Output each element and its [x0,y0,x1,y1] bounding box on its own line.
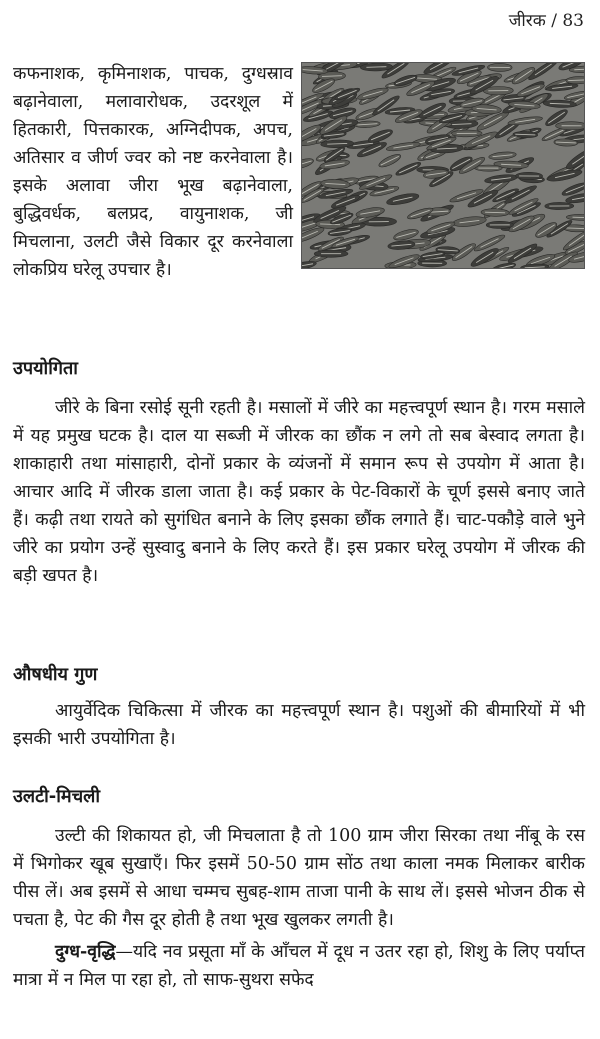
seed-shape [488,151,516,161]
ulti-paragraph: उल्टी की शिकायत हो, जी मिचलाता है तो 100 ग्राम जीरा सिरका तथा नींबू के रस में भिगोकर खूब सुखाएँ। फिर इसमें 50-50 ग्राम सोंठ तथा काला नमक मिलाकर बारीक पीस लें। अब इसमें से आधा चम्मच सुबह-शाम ताजा पानी के साथ लें। इससे भोजन ठीक से पचता है, पेट की गैस दूर होती है तथा भूख खुलकर लगती है। [13,826,585,930]
seed-shape [377,152,402,169]
aushadhiya-paragraph: आयुर्वेदिक चिकित्सा में जीरक का महत्त्वपूर्ण स्थान है। पशुओं की बीमारियों में भी इसकी भारी उपयोगिता है। [13,701,585,749]
dugdh-vriddhi-paragraph [13,938,585,994]
header-page-number: 83 [562,11,584,31]
header-title: जीरक [508,11,546,31]
dugdh-vriddhi-text: —यदि नव प्रसूता माँ के आँचल में दूध न उतर रहा हो, शिशु के लिए पर्याप्त मात्रा में न मिल पा रहा हो, तो साफ-सुथरा सफेद [13,942,585,990]
seed-shape [491,261,516,269]
heading-ulti-michli: उलटी-मिचली [13,786,100,807]
seed-shape [386,191,420,206]
seed-shape [475,165,503,171]
seed-shape [566,76,585,84]
section-upayogita [13,394,585,590]
header-separator: / [551,11,557,31]
seed-shape [556,122,585,130]
seed-shape [451,130,482,137]
seed-shape [507,115,543,126]
seed-shape [545,202,574,209]
intro-block [13,60,585,284]
seed-shape [367,127,394,145]
heading-aushadhiya-gun: औषधीय गुण [13,664,98,685]
section-ulti-michli [13,822,585,994]
cumin-seeds-photo [301,62,585,269]
intro-paragraph: कफनाशक, कृमिनाशक, पाचक, दुग्धस्राव बढ़ानेवाला, मलावारोधक, उदरशूल में हितकारी, पित्तकारक, अग्निदीपक, अपच, अतिसार व जीर्ण ज्वर को नष्ट करनेवाला है। इसके अलावा जीरा भूख बढ़ानेवाला, बुद्धिवर्धक, बलप्रद, वायुनाशक, जी मिचलाना, उलटी जैसे विकार दूर करनेवाला लोकप्रिय घरेलू उपचार है। [13,64,293,280]
heading-upayogita: उपयोगिता [13,358,78,379]
seed-shape [484,173,518,184]
seed-shape [354,120,380,128]
cumin-seeds-illustration [302,63,585,269]
dugdh-vriddhi-lead: दुग्ध-वृद्धि [55,942,116,962]
seed-shape [314,250,348,257]
seed-shape [302,157,315,171]
seed-shape [486,221,513,228]
upayogita-paragraph: जीरे के बिना रसोई सूनी रहती है। मसालों में जीरे का महत्त्वपूर्ण स्थान है। गरम मसाले में यह प्रमुख घटक है। दाल या सब्जी में जीरक का छौंक न लगे तो सब बेस्वाद लगता है। शाकाहारी तथा मांसाहारी, दोनों प्रकार के व्यंजनों में समान रूप से उपयोग में आता है। आचार आदि में जीरक डाला जाता है। कई प्रकार के पेट-विकारों के चूर्ण इससे बनाए जाते हैं। कढ़ी तथा रायते को सुगंधित बनाने के लिए इसका छौंक लगाते हैं। चाट-पकौड़े वाले भुने जीरे का प्रयोग उन्हें सुस्वादु बनाने के लिए करते हैं। इस प्रकार घरेलू उपयोग में जीरक की बड़ी खपत है। [13,398,585,586]
seed-shape [386,141,421,153]
seed-shape [487,63,512,71]
seed-shape [566,214,585,221]
running-header [509,8,584,31]
section-aushadhiya-gun [13,697,585,753]
seed-shape [516,172,543,180]
seed-shape [452,215,487,228]
